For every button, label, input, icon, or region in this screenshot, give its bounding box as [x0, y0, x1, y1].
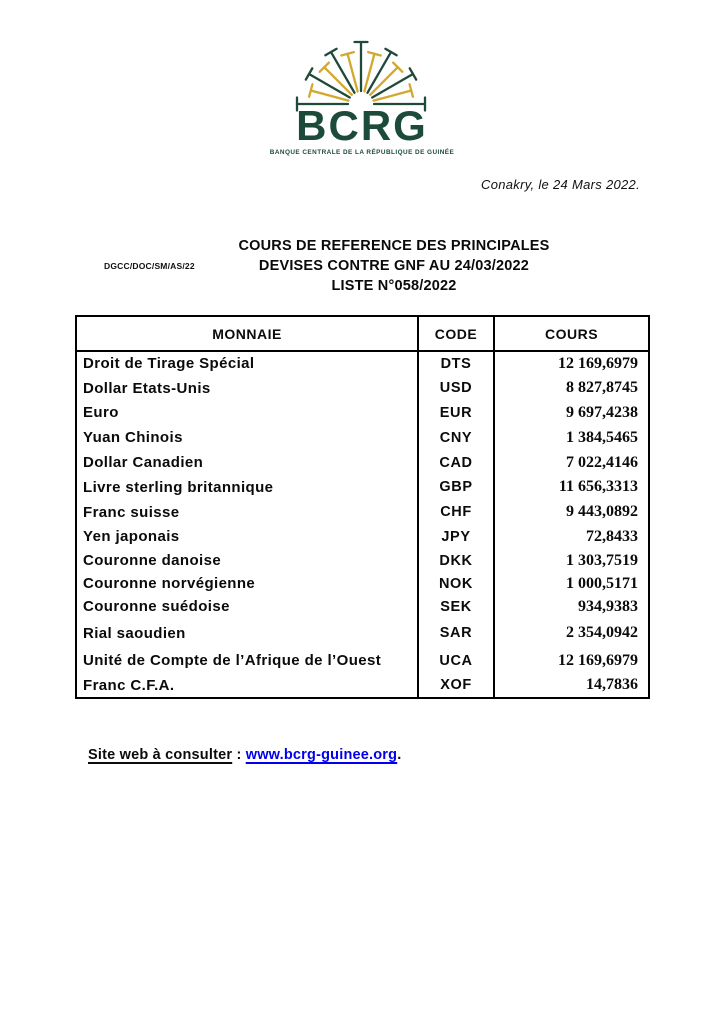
rate-value-cell: 12 169,6979	[494, 648, 649, 673]
currency-code-cell: XOF	[418, 673, 494, 698]
rates-table	[75, 315, 650, 699]
table-row	[76, 425, 649, 450]
table-row	[76, 475, 649, 500]
rate-value-cell: 14,7836	[494, 673, 649, 698]
currency-name-cell: Livre sterling britannique	[83, 478, 274, 496]
website-label: Site web à consulter	[88, 747, 233, 763]
currency-code-cell: NOK	[418, 572, 494, 595]
table-row	[76, 351, 649, 376]
currency-code-cell: JPY	[418, 525, 494, 550]
footer-period: .	[397, 747, 402, 763]
rate-value-cell: 2 354,0942	[494, 618, 649, 648]
logo-rays-icon	[291, 32, 431, 112]
currency-code-cell: CNY	[418, 425, 494, 450]
title-line-1: COURS DE REFERENCE DES PRINCIPALES	[238, 238, 550, 254]
table-row	[76, 673, 649, 698]
reference-code: DGCC/DOC/SM/AS/22	[104, 261, 195, 271]
currency-code-cell: DKK	[418, 549, 494, 572]
table-row	[76, 549, 649, 572]
currency-code-cell: EUR	[418, 401, 494, 426]
table-row	[76, 618, 649, 648]
currency-name-cell: Unité de Compte de l’Afrique de l’Ouest	[83, 652, 382, 670]
currency-code-cell: SEK	[418, 595, 494, 618]
title-line-2: DEVISES CONTRE GNF AU 24/03/2022	[258, 258, 530, 274]
currency-name-cell: Couronne suédoise	[83, 598, 230, 616]
table-body	[76, 351, 649, 698]
currency-name-cell: Euro	[83, 404, 119, 422]
currency-name-cell: Yuan Chinois	[83, 429, 183, 447]
currency-code-cell: USD	[418, 376, 494, 401]
rate-value-cell: 7 022,4146	[494, 450, 649, 475]
table-row	[76, 648, 649, 673]
currency-code-cell: GBP	[418, 475, 494, 500]
table-row	[76, 525, 649, 550]
date-line: Conakry, le 24 Mars 2022.	[481, 177, 640, 192]
currency-code-cell: SAR	[418, 618, 494, 648]
table-header-row	[76, 316, 649, 351]
currency-name-cell: Droit de Tirage Spécial	[83, 355, 255, 373]
table-row	[76, 401, 649, 426]
table-row	[76, 572, 649, 595]
footer-note	[88, 747, 401, 763]
currency-name-cell: Franc suisse	[83, 503, 180, 521]
currency-name-cell: Couronne danoise	[83, 552, 222, 570]
rate-value-cell: 9 443,0892	[494, 500, 649, 525]
website-link[interactable]: www.bcrg-guinee.org	[245, 747, 398, 763]
currency-name-cell: Yen japonais	[83, 528, 180, 546]
rate-value-cell: 11 656,3313	[494, 475, 649, 500]
rate-value-cell: 934,9383	[494, 595, 649, 618]
rate-value-cell: 72,8433	[494, 525, 649, 550]
currency-name-cell: Rial saoudien	[83, 624, 186, 642]
footer-separator: :	[232, 747, 246, 763]
table-row	[76, 595, 649, 618]
currency-code-cell: DTS	[418, 351, 494, 376]
currency-name-cell: Dollar Canadien	[83, 454, 204, 472]
rate-value-cell: 9 697,4238	[494, 401, 649, 426]
logo-wordmark: BCRG	[296, 102, 428, 149]
currency-code-cell: CAD	[418, 450, 494, 475]
column-header-monnaie: MONNAIE	[76, 316, 418, 351]
currency-name-cell: Dollar Etats-Unis	[83, 379, 211, 397]
rate-value-cell: 1 000,5171	[494, 572, 649, 595]
table-row	[76, 450, 649, 475]
column-header-code: CODE	[418, 316, 494, 351]
logo-subtitle: BANQUE CENTRALE DE LA RÉPUBLIQUE DE GUINÉE	[269, 149, 455, 156]
rate-value-cell: 8 827,8745	[494, 376, 649, 401]
currency-name-cell: Couronne norvégienne	[83, 575, 256, 593]
table-row	[76, 376, 649, 401]
rate-value-cell: 12 169,6979	[494, 351, 649, 376]
rate-value-cell: 1 384,5465	[494, 425, 649, 450]
rate-value-cell: 1 303,7519	[494, 549, 649, 572]
currency-code-cell: UCA	[418, 648, 494, 673]
document-title	[238, 236, 549, 296]
currency-code-cell: CHF	[418, 500, 494, 525]
title-line-3: LISTE N°058/2022	[331, 278, 457, 294]
column-header-cours: COURS	[494, 316, 649, 351]
currency-name-cell: Franc C.F.A.	[83, 676, 175, 694]
table-row	[76, 500, 649, 525]
